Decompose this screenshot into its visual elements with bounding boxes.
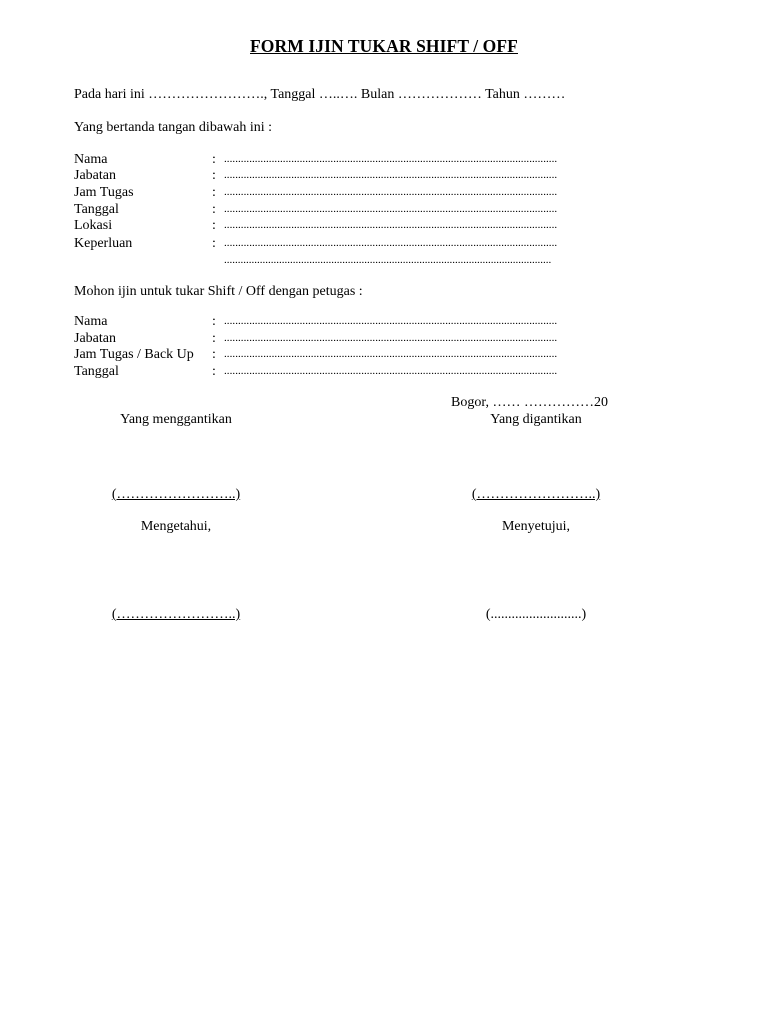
field-colon: :: [212, 236, 216, 251]
field-blank[interactable]: .......................................................................................................................: [224, 186, 558, 198]
field-label: Jam Tugas / Back Up: [74, 347, 194, 362]
field-row-jam-tugas: [74, 184, 634, 201]
field-colon: :: [212, 364, 216, 379]
field-colon: :: [212, 331, 216, 346]
field-colon: :: [212, 202, 216, 217]
acknowledged-label: Mengetahui,: [140, 519, 212, 534]
field-label: Jabatan: [74, 168, 116, 183]
field-blank[interactable]: .......................................................................................................................: [224, 153, 558, 165]
replaced-label: Yang digantikan: [490, 412, 582, 427]
field-colon: :: [212, 314, 216, 329]
replacer-signature-blank[interactable]: (……………………..): [111, 487, 241, 502]
field-colon: :: [212, 185, 216, 200]
field-colon: :: [212, 152, 216, 167]
field-blank[interactable]: .......................................................................................................................: [224, 315, 558, 327]
field-label: Nama: [74, 152, 108, 167]
approved-label: Menyetujui,: [501, 519, 571, 534]
field-blank[interactable]: .......................................................................................................................: [224, 219, 558, 231]
field-label: Lokasi: [74, 218, 113, 233]
field-blank[interactable]: .......................................................................................................................: [224, 365, 558, 377]
field-row-nama-petugas: [74, 313, 634, 330]
replaced-signature-blank[interactable]: (……………………..): [471, 487, 601, 502]
field-blank[interactable]: .......................................................................................................................: [224, 348, 558, 360]
field-colon: :: [212, 347, 216, 362]
field-label: Nama: [74, 314, 108, 329]
field-label: Tanggal: [74, 364, 119, 379]
field-colon: :: [212, 218, 216, 233]
acknowledged-signature-blank[interactable]: (……………………..): [111, 607, 241, 622]
keperluan-continuation-blank[interactable]: .......................................................................................................................: [224, 254, 552, 266]
field-blank[interactable]: .......................................................................................................................: [224, 237, 558, 249]
field-row-lokasi: [74, 217, 634, 234]
field-row-tanggal: [74, 201, 634, 218]
field-row-nama: [74, 151, 634, 168]
field-colon: :: [212, 168, 216, 183]
field-blank[interactable]: .......................................................................................................................: [224, 332, 558, 344]
field-row-jabatan: [74, 167, 634, 184]
approved-signature-blank[interactable]: (..........................): [485, 607, 587, 622]
undersigned-line: Yang bertanda tangan dibawah ini :: [74, 120, 273, 135]
field-label: Jabatan: [74, 331, 116, 346]
form-title: FORM IJIN TUKAR SHIFT / OFF: [250, 36, 518, 56]
place-date: Bogor, …… ……………20: [451, 395, 608, 410]
field-label: Jam Tugas: [74, 185, 134, 200]
field-row-keperluan: [74, 235, 634, 252]
field-row-tanggal-petugas: [74, 363, 634, 380]
field-blank[interactable]: .......................................................................................................................: [224, 203, 558, 215]
field-label: Keperluan: [74, 236, 133, 251]
field-row-jam-tugas-backup: [74, 346, 634, 363]
intro-line: Pada hari ini ……………………., Tanggal …..…. Bulan ……………… Tahun ………: [74, 87, 566, 102]
replacer-label: Yang menggantikan: [120, 412, 232, 427]
field-label: Tanggal: [74, 202, 119, 217]
field-row-jabatan-petugas: [74, 330, 634, 347]
field-blank[interactable]: .......................................................................................................................: [224, 169, 558, 181]
request-line: Mohon ijin untuk tukar Shift / Off dengan petugas :: [74, 284, 363, 299]
